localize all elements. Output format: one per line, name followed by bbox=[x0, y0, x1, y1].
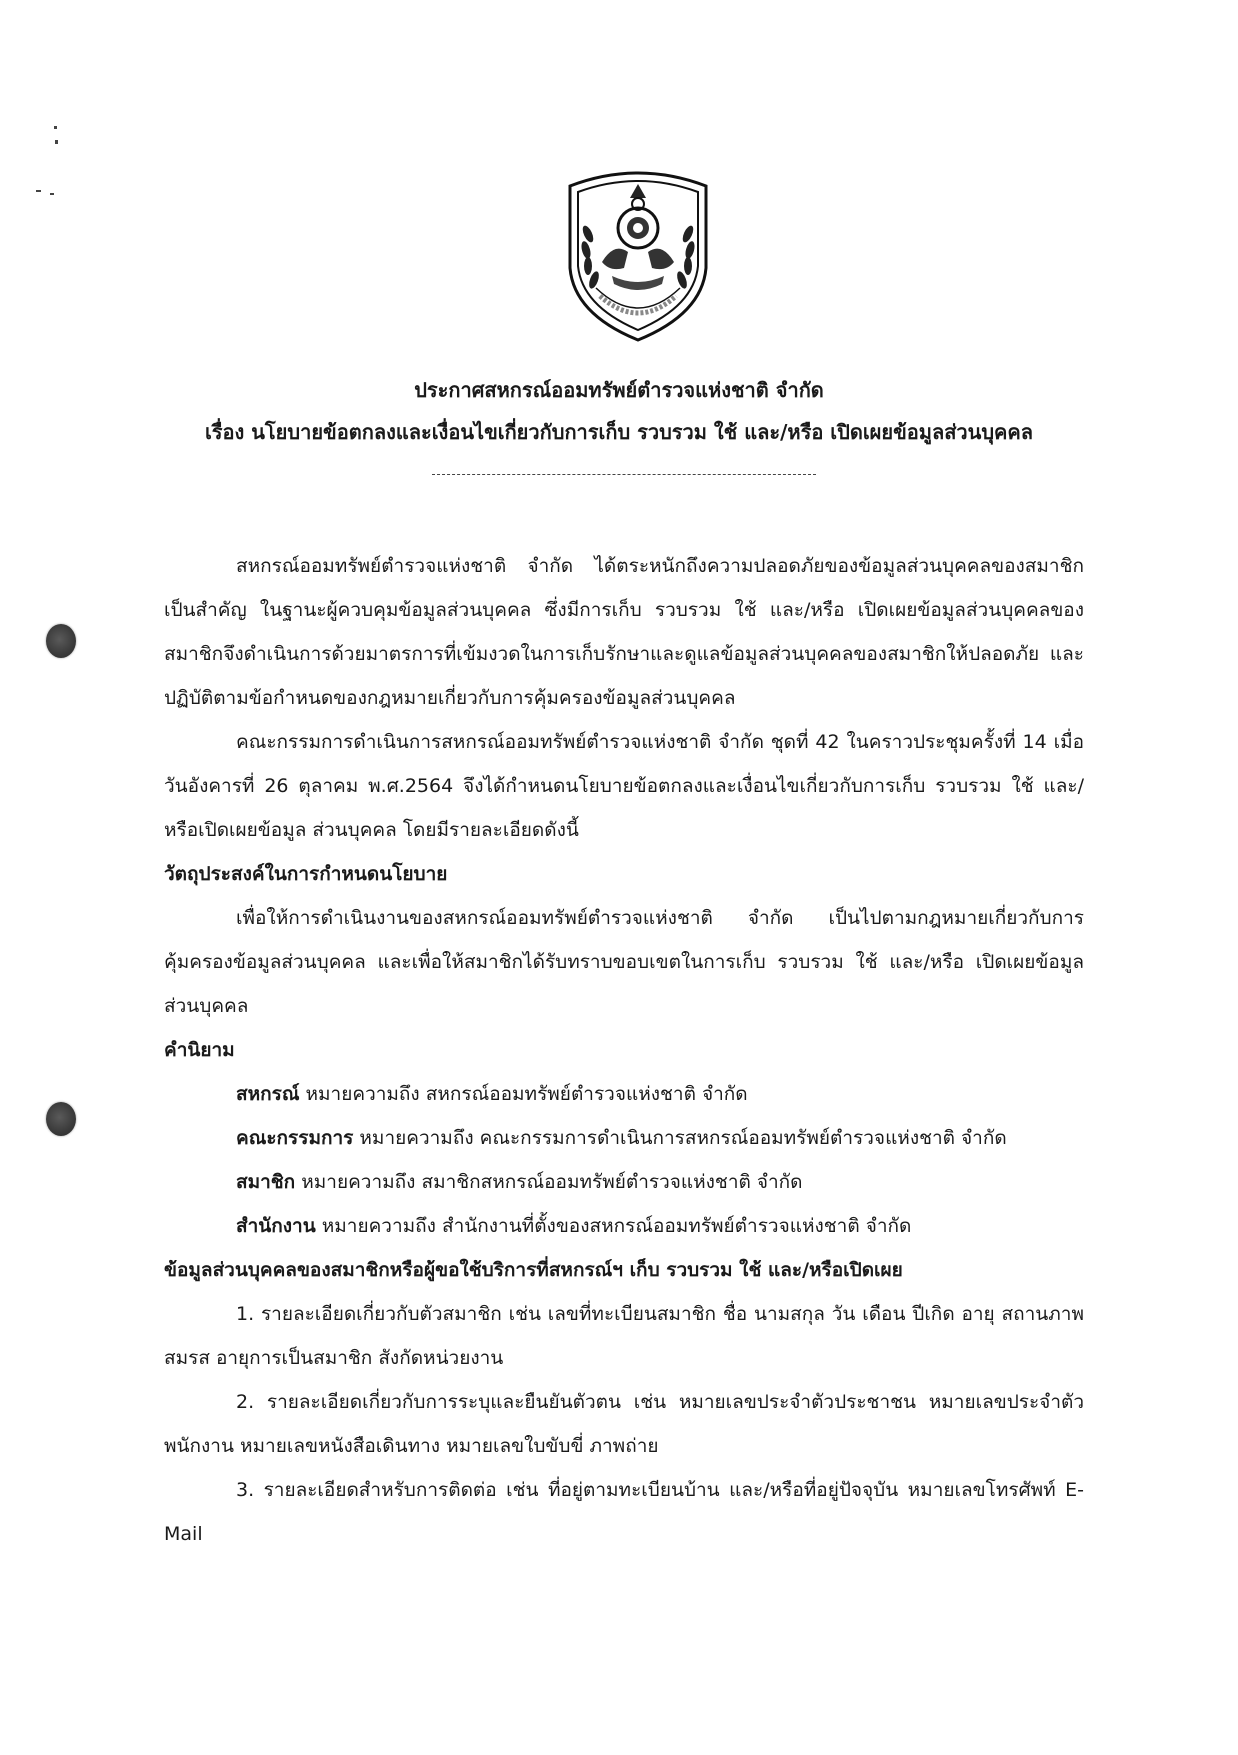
resolution-paragraph: คณะกรรมการดำเนินการสหกรณ์ออมทรัพย์ตำรวจแห่งชาติ จำกัด ชุดที่ 42 ในคราวประชุมครั้งที่ 14 เมื่อวันอังคารที่ 26 ตุลาคม พ.ศ.2564 จึงได้กำหนดนโยบายข้อตกลงและเงื่อนไขเกี่ยวกับการเก็บ รวบรวม ใช้ และ/หรือเปิดเผยข้อมูล ส่วนบุคคล โดยมีรายละเอียดดังนี้ bbox=[164, 731, 1084, 841]
definition-item bbox=[164, 1160, 1084, 1204]
punch-hole bbox=[46, 624, 76, 658]
scan-speck bbox=[54, 126, 57, 129]
definition-term: สำนักงาน bbox=[236, 1215, 316, 1237]
definition-item bbox=[164, 1204, 1084, 1248]
definition-item bbox=[164, 1072, 1084, 1116]
objective-heading: วัตถุประสงค์ในการกำหนดนโยบาย bbox=[164, 863, 448, 885]
list-item: 3. รายละเอียดสำหรับการติดต่อ เช่น ที่อยู่ตามทะเบียนบ้าน และ/หรือที่อยู่ปัจจุบัน หมายเลขโทรศัพท์ E-Mail bbox=[164, 1479, 1084, 1545]
punch-hole bbox=[46, 1102, 76, 1136]
objective-paragraph: เพื่อให้การดำเนินงานของสหกรณ์ออมทรัพย์ตำรวจแห่งชาติ จำกัด เป็นไปตามกฎหมายเกี่ยวกับการคุ้มครองข้อมูลส่วนบุคคล และเพื่อให้สมาชิกได้รับทราบขอบเขตในการเก็บ รวบรวม ใช้ และ/หรือ เปิดเผยข้อมูลส่วนบุคคล bbox=[164, 907, 1084, 1017]
personal-data-heading: ข้อมูลส่วนบุคคลของสมาชิกหรือผู้ขอใช้บริการที่สหกรณ์ฯ เก็บ รวบรวม ใช้ และ/หรือเปิดเผย bbox=[164, 1259, 903, 1281]
definitions-heading: คำนิยาม bbox=[164, 1039, 235, 1061]
definition-term: สหกรณ์ bbox=[236, 1083, 300, 1105]
definition-text: หมายความถึง สหกรณ์ออมทรัพย์ตำรวจแห่งชาติ จำกัด bbox=[299, 1083, 748, 1105]
announcement-title: ประกาศสหกรณ์ออมทรัพย์ตำรวจแห่งชาติ จำกัด bbox=[414, 378, 824, 402]
definition-term: คณะกรรมการ bbox=[236, 1127, 354, 1149]
cooperative-emblem bbox=[556, 164, 720, 344]
definition-text: หมายความถึง คณะกรรมการดำเนินการสหกรณ์ออมทรัพย์ตำรวจแห่งชาติ จำกัด bbox=[353, 1127, 1007, 1149]
definition-text: หมายความถึง สำนักงานที่ตั้งของสหกรณ์ออมทรัพย์ตำรวจแห่งชาติ จำกัด bbox=[315, 1215, 912, 1237]
announcement-subject: เรื่อง นโยบายข้อตกลงและเงื่อนไขเกี่ยวกับการเก็บ รวบรวม ใช้ และ/หรือ เปิดเผยข้อมูลส่วนบุคคล bbox=[204, 420, 1034, 444]
list-item: 2. รายละเอียดเกี่ยวกับการระบุและยืนยันตัวตน เช่น หมายเลขประจำตัวประชาชน หมายเลขประจำตัวพนักงาน หมายเลขหนังสือเดินทาง หมายเลขใบขับขี่ ภาพถ่าย bbox=[164, 1391, 1084, 1457]
scan-speck bbox=[50, 193, 54, 195]
intro-paragraph: สหกรณ์ออมทรัพย์ตำรวจแห่งชาติ จำกัด ได้ตระหนักถึงความปลอดภัยของข้อมูลส่วนบุคคลของสมาชิกเป็นสำคัญ ในฐานะผู้ควบคุมข้อมูลส่วนบุคคล ซึ่งมีการเก็บ รวบรวม ใช้ และ/หรือ เปิดเผยข้อมูลส่วนบุคคลของสมาชิกจึงดำเนินการด้วยมาตรการที่เข้มงวดในการเก็บรักษาและดูแลข้อมูลส่วนบุคคลของสมาชิกให้ปลอดภัย และปฏิบัติตามข้อกำหนดของกฎหมายเกี่ยวกับการคุ้มครองข้อมูลส่วนบุคคล bbox=[164, 555, 1084, 709]
scan-speck bbox=[55, 140, 58, 144]
document-body bbox=[164, 544, 1084, 1544]
definition-item bbox=[164, 1116, 1084, 1160]
definition-term: สมาชิก bbox=[236, 1171, 296, 1193]
definition-text: หมายความถึง สมาชิกสหกรณ์ออมทรัพย์ตำรวจแห่งชาติ จำกัด bbox=[295, 1171, 803, 1193]
header-divider bbox=[432, 474, 816, 475]
scan-speck bbox=[36, 190, 41, 192]
list-item: 1. รายละเอียดเกี่ยวกับตัวสมาชิก เช่น เลขที่ทะเบียนสมาชิก ชื่อ นามสกุล วัน เดือน ปีเกิด อายุ สถานภาพสมรส อายุการเป็นสมาชิก สังกัดหน่วยงาน bbox=[164, 1303, 1084, 1369]
